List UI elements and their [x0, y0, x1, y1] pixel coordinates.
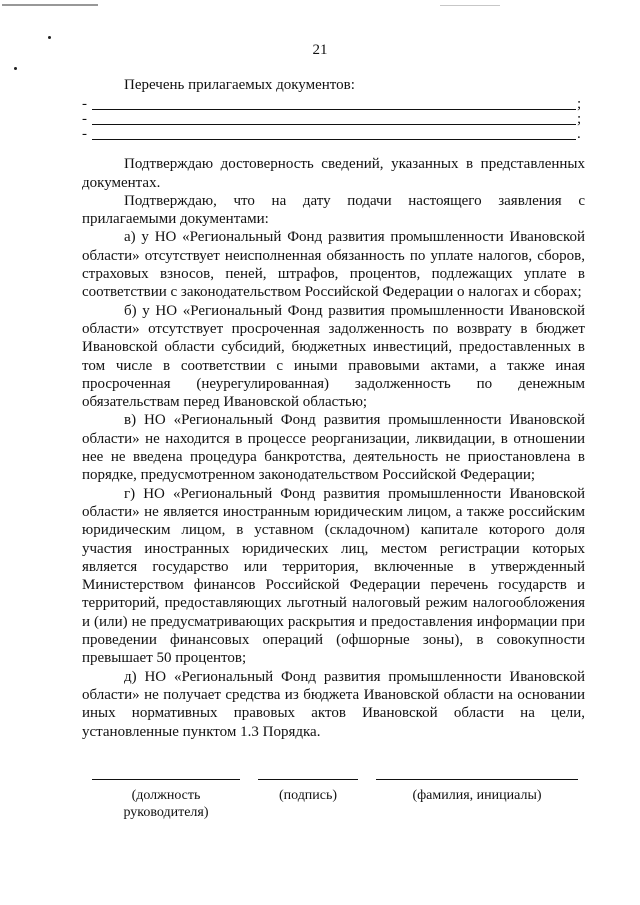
position-field — [92, 779, 240, 821]
name-field — [376, 779, 578, 804]
blank-line — [92, 129, 576, 140]
attachment-line: - . — [82, 126, 581, 142]
clause-d: д) НО «Региональный Фонд развития промышленности Ивановской области» не получает средства из бюджета Ивановской области на основании иных нормативных правовых актов Ивановской области на цели, установленные пунктом 1.3 Порядка. — [82, 668, 585, 740]
attachments-heading: Перечень прилагаемых документов: — [124, 77, 355, 93]
clause-b: б) у НО «Региональный Фонд развития промышленности Ивановской области» отсутствует просроченная задолженность по возврату в бюджет Ивановской области субсидий, бюджетных инвестиций, предоставленных в том числе в соответствии с иными правовыми актами, а также иная просроченная (неурегулированная) задолженность по денежным обязательствам перед Ивановской областью; — [82, 302, 585, 411]
scan-dot — [48, 36, 51, 39]
scan-artifact-top-left — [2, 4, 98, 6]
scan-dot — [14, 67, 17, 70]
confirmation-accuracy: Подтверждаю достоверность сведений, указанных в представленных документах. — [82, 156, 585, 191]
clause-v: в) НО «Региональный Фонд развития промышленности Ивановской области» не находится в процессе реорганизации, ликвидации, в отношении нее не введена процедура банкротства, деятельность не приостановлена в порядке, предусмотренном законодательством Российской Федерации; — [82, 412, 585, 484]
clause-g: г) НО «Региональный Фонд развития промышленности Ивановской области» не является иностранным юридическим лицом, а также российским юридическим лицом, в уставном (складочном) капитале которого доля участия иностранных юридических лиц, местом регистрации которых является государство или территория, включенные в утвержденный Министерством финансов Российской Федерации перечень государств и территорий, предоставляющих льготный налоговый режим налогообложения и (или) не предусматривающих раскрытия и предоставления информации при проведении финансовых операций (офшорные зоны), в совокупности превышает 50 процентов; — [82, 485, 585, 667]
page-number: 21 — [312, 42, 328, 58]
signature-block — [0, 779, 640, 849]
position-caption: (должность руководителя) — [123, 788, 209, 820]
scan-artifact-top-right — [440, 5, 500, 6]
attachments-list — [82, 98, 585, 143]
blank-line — [92, 99, 576, 110]
confirmation-intro: Подтверждаю, что на дату подачи настоящего заявления с прилагаемыми документами: — [82, 192, 585, 228]
signature-caption: (подпись) — [278, 788, 338, 803]
signature-field — [258, 779, 358, 804]
attachment-line: - ; — [82, 96, 582, 112]
name-caption: (фамилия, инициалы) — [412, 788, 542, 803]
clause-a: а) у НО «Региональный Фонд развития промышленности Ивановской области» отсутствует неисполненная обязанность по уплате налогов, сборов, страховых взносов, пеней, штрафов, процентов, подлежащих уплате в соответствии с законодательством Российской Федерации о налогах и сборах; — [82, 229, 585, 301]
document-body — [82, 76, 585, 741]
attachment-line: - ; — [82, 111, 582, 127]
blank-line — [92, 114, 576, 125]
